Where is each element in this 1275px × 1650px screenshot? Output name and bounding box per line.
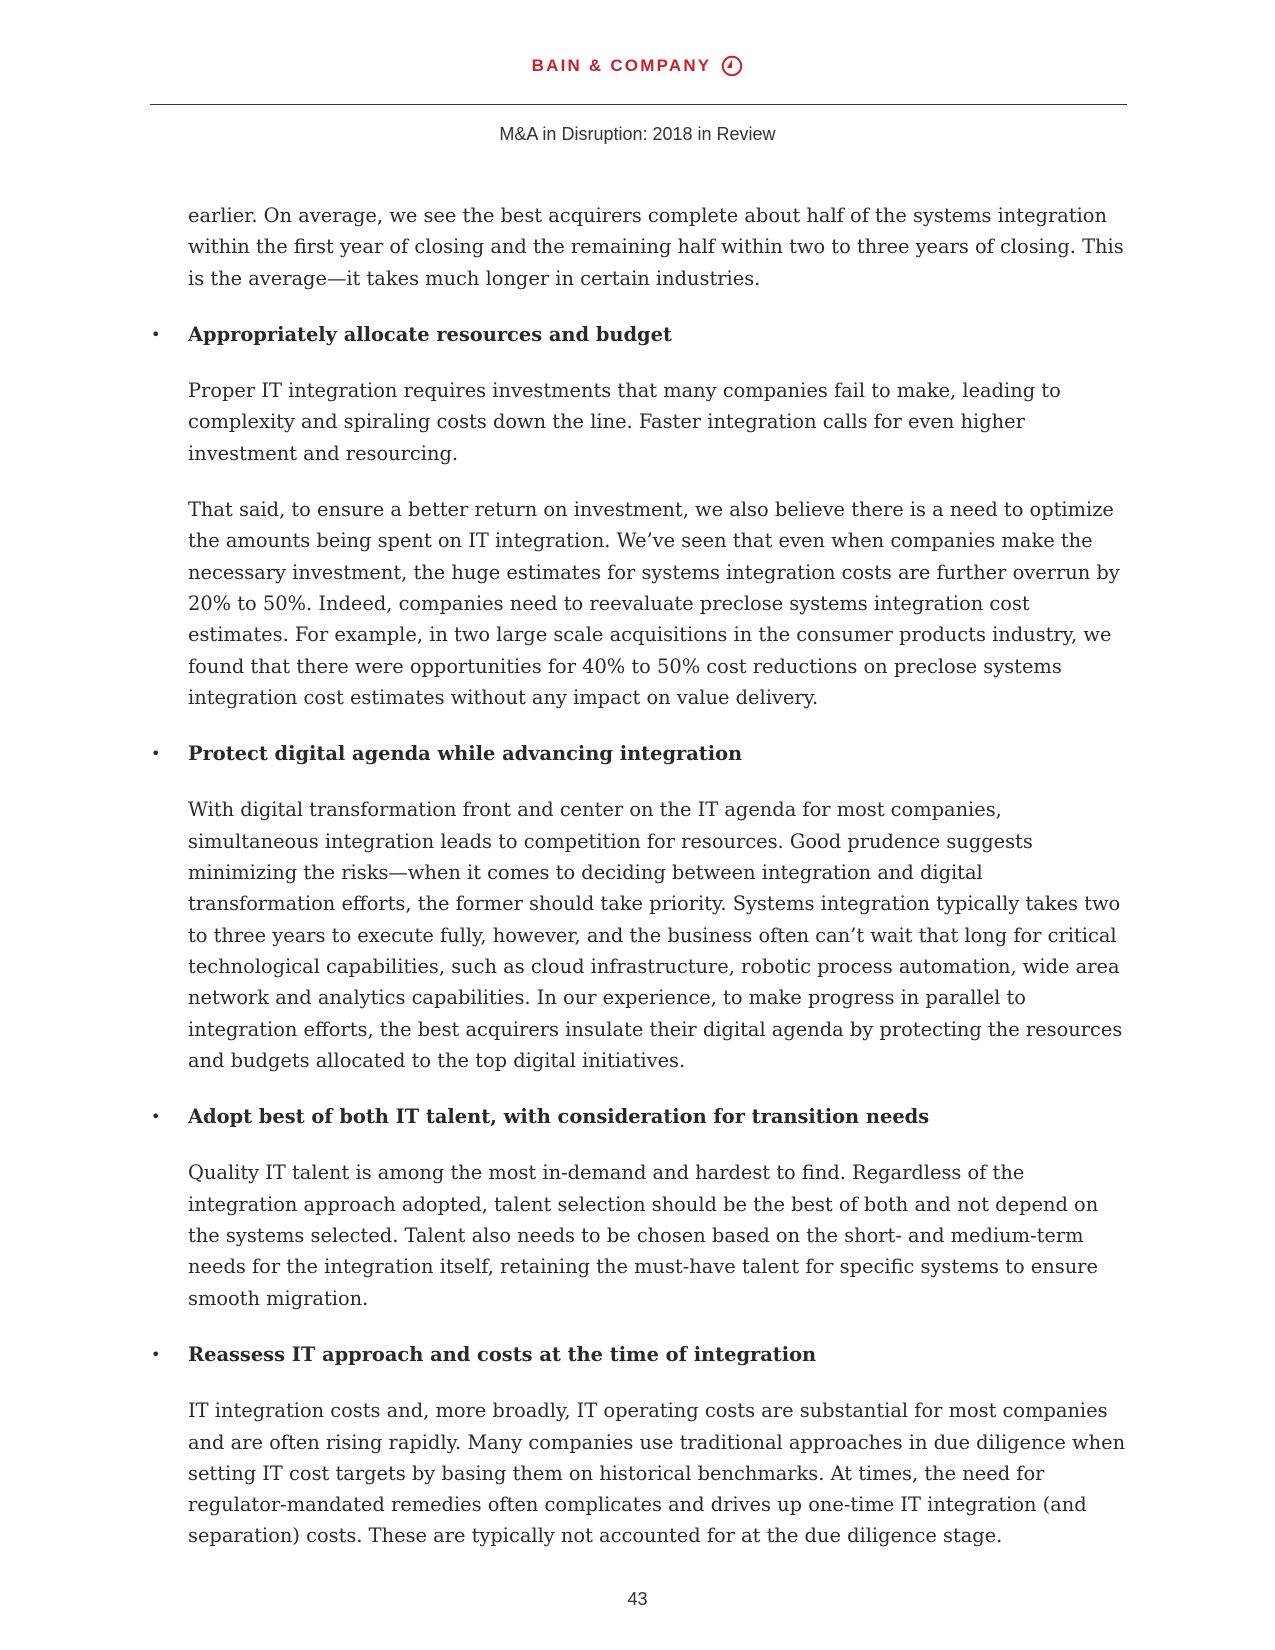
bullet-icon: • <box>151 744 161 764</box>
section-paragraph: IT integration costs and, more broadly, IT operating costs are substantial for most companies and are often rising rapidly. Many companies use traditional approaches in due diligence when setting IT cost targets by basing them on historical benchmarks. At times, the need for regulator-mandated remedies often complicates and drives up one-time IT integration (and separation) costs. These are typically not accounted for at the due diligence stage. <box>188 1399 1126 1548</box>
section-heading <box>151 738 1128 769</box>
section-paragraph: Quality IT talent is among the most in-demand and hardest to find. Regardless of the integration approach adopted, talent selection should be the best of both and not depend on the systems selected. Talent also needs to be chosen based on the short- and medium-term needs for the integration itself, retaining the must-have talent for specific systems to ensure smooth migration. <box>188 1161 1099 1310</box>
brand-mark <box>532 55 744 77</box>
brand-name: BAIN & COMPANY <box>531 56 712 75</box>
section-heading-text: Adopt best of both IT talent, with consideration for transition needs <box>188 1105 930 1129</box>
bullet-icon: • <box>151 1107 161 1127</box>
section-heading <box>151 1101 1128 1132</box>
bain-logo-icon <box>721 55 743 77</box>
article-body <box>151 200 1128 1577</box>
section-paragraph: Proper IT integration requires investments that many companies fail to make, leading to complexity and spiraling costs down the line. Faster integration calls for even higher investment and resourcing. <box>188 379 1061 465</box>
section-heading <box>151 319 1128 350</box>
page-number: 43 <box>627 1589 648 1609</box>
page-header <box>0 55 1275 77</box>
intro-paragraph: earlier. On average, we see the best acquirers complete about half of the systems integration within the first year of closing and the remaining half within two to three years of closing. This is the average—it takes much longer in certain industries. <box>188 204 1124 290</box>
section-heading-text: Appropriately allocate resources and budget <box>188 322 672 346</box>
bullet-icon: • <box>151 324 161 344</box>
section-paragraph: With digital transformation front and center on the IT agenda for most companies, simultaneous integration leads to competition for resources. Good prudence suggests minimizing the risks—when it comes to deciding between integration and digital transformation efforts, the former should take priority. Systems integration typically takes two to three years to execute fully, however, and the business often can’t wait that long for critical technological capabilities, such as cloud infrastructure, robotic process automation, wide area network and analytics capabilities. In our experience, to make progress in parallel to integration efforts, the best acquirers insulate their digital agenda by protecting the resources and budgets allocated to the top digital initiatives. <box>188 798 1123 1072</box>
section-heading-text: Reassess IT approach and costs at the time of integration <box>188 1342 817 1366</box>
section-paragraph: That said, to ensure a better return on investment, we also believe there is a need to optimize the amounts being spent on IT integration. We’ve seen that even when companies make the necessary investment, the huge estimates for systems integration costs are further overrun by 20% to 50%. Indeed, companies need to reevaluate preclose systems integration cost estimates. For example, in two large scale acquisitions in the consumer products industry, we found that there were opportunities for 40% to 50% cost reductions on preclose systems integration cost estimates without any impact on value delivery. <box>188 498 1120 709</box>
header-divider <box>150 104 1127 105</box>
document-subtitle: M&A in Disruption: 2018 in Review <box>499 124 776 144</box>
bullet-icon: • <box>151 1344 161 1364</box>
section-heading <box>151 1339 1128 1370</box>
section-heading-text: Protect digital agenda while advancing integration <box>188 742 743 766</box>
